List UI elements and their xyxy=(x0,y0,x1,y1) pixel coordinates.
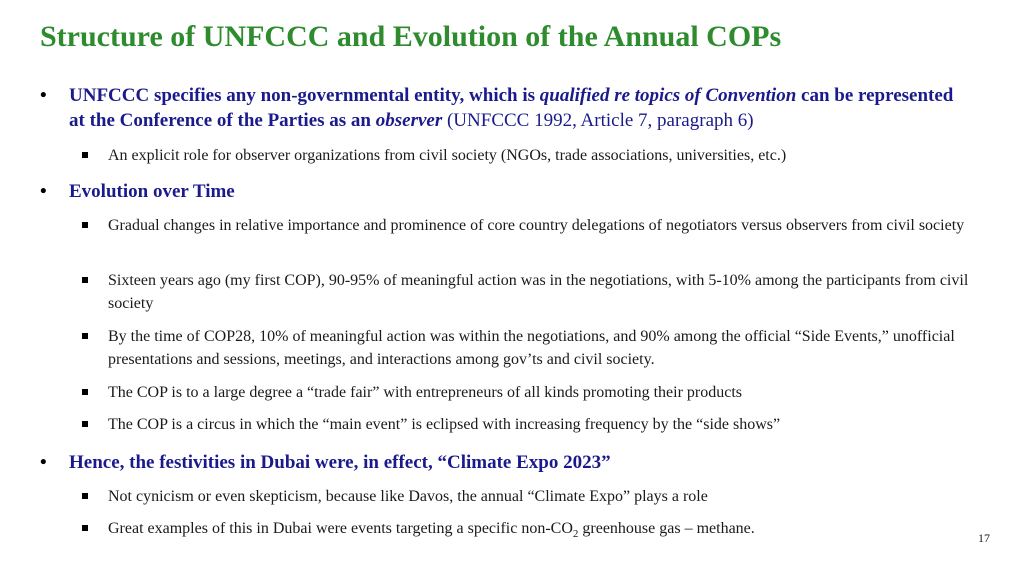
square-bullet-icon xyxy=(82,493,88,499)
sub-bullet xyxy=(108,325,978,371)
sub-bullet xyxy=(108,413,978,436)
sub-bullet xyxy=(108,214,978,237)
bullet-evolution xyxy=(40,179,969,204)
bullet-text: Evolution over Time xyxy=(69,181,235,202)
bullet-dot-icon: • xyxy=(40,452,47,473)
bullet-dot-icon: • xyxy=(40,181,47,202)
sub-bullet xyxy=(108,381,978,404)
square-bullet-icon xyxy=(82,525,88,531)
sub-bullet-text: Gradual changes in relative importance and prominence of core country delegations of negotiators versus observers from civil society xyxy=(108,217,965,234)
bullet-emphasis: qualified re topics of Convention xyxy=(539,85,797,106)
square-bullet-icon xyxy=(82,277,88,283)
bullet-citation: (UNFCCC 1992, Article 7, paragraph 6) xyxy=(442,110,754,131)
square-bullet-icon xyxy=(82,421,88,427)
square-bullet-icon xyxy=(82,333,88,339)
sub-bullet-text: Sixteen years ago (my first COP), 90-95% of meaningful action was in the negotiations, with 5-10% among the participants from civil society xyxy=(108,272,969,312)
sub-bullet-text: By the time of COP28, 10% of meaningful action was within the negotiations, and 90% among the official “Side Events,” unofficial presentations and sessions, meetings, and interactions among gov’ts and civil society. xyxy=(108,328,955,368)
sub-bullet xyxy=(108,269,978,315)
sub-bullet xyxy=(108,517,978,540)
sub-bullet-text: Great examples of this in Dubai were events targeting a specific non-CO xyxy=(108,520,573,537)
sub-bullet-text: The COP is a circus in which the “main event” is eclipsed with increasing frequency by the “side shows” xyxy=(108,416,781,433)
sub-bullet-text: An explicit role for observer organizations from civil society (NGOs, trade associations, universities, etc.) xyxy=(108,147,787,164)
bullet-text: UNFCCC specifies any non-governmental entity, which is xyxy=(69,85,540,106)
bullet-emphasis: observer xyxy=(375,110,443,131)
sub-bullet-text: greenhouse gas – methane. xyxy=(578,520,755,537)
page-number: 17 xyxy=(978,531,990,545)
square-bullet-icon xyxy=(82,152,88,158)
bullet-text: can be represented at the Conference of the Parties as an xyxy=(69,85,954,131)
square-bullet-icon xyxy=(82,389,88,395)
square-bullet-icon xyxy=(82,222,88,228)
sub-bullet xyxy=(108,485,978,508)
subscript: 2 xyxy=(572,528,579,541)
bullet-text: Hence, the festivities in Dubai were, in effect, “Climate Expo 2023” xyxy=(69,452,611,473)
bullet-climate-expo xyxy=(40,450,969,475)
sub-bullet-text: Not cynicism or even skepticism, because like Davos, the annual “Climate Expo” plays a role xyxy=(108,488,708,505)
bullet-unfccc-observers xyxy=(40,83,969,133)
sub-bullet-text: The COP is to a large degree a “trade fair” with entrepreneurs of all kinds promoting their products xyxy=(108,384,743,401)
slide-title: Structure of UNFCCC and Evolution of the Annual COPs xyxy=(40,20,782,53)
sub-bullet xyxy=(108,144,978,167)
bullet-dot-icon: • xyxy=(40,85,47,106)
